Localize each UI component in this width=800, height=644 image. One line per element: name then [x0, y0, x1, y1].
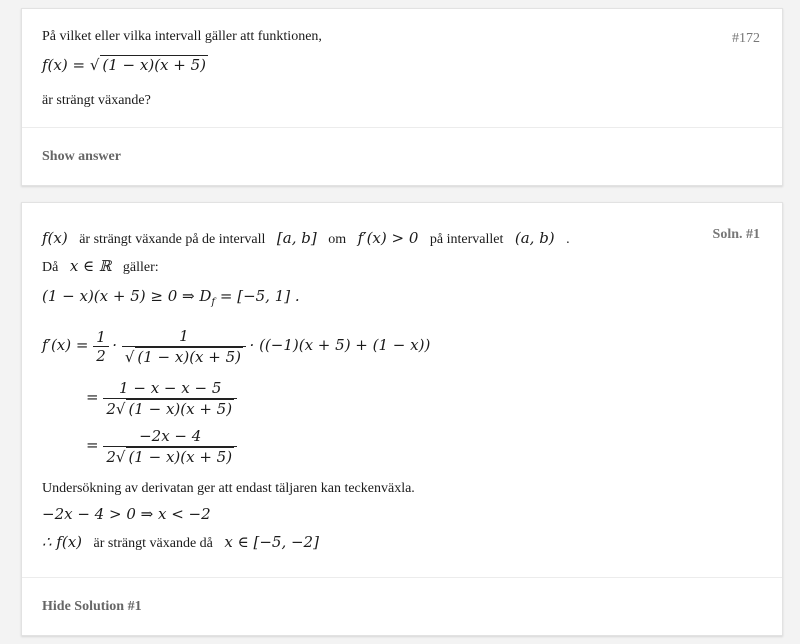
- domain-expr: (1 − x)(x + 5) ≥ 0 ⇒ D: [42, 287, 212, 305]
- derivative-line-3: [86, 427, 237, 467]
- therefore-fx: ∴ f(x): [42, 533, 83, 551]
- interval-closed: [a, b]: [276, 229, 317, 247]
- x-in-r: x ∈ ℝ: [69, 257, 112, 275]
- half-fraction: $\frac{1}{2}$: [93, 328, 109, 367]
- question-card: [21, 8, 783, 186]
- interval-open: (a, b): [514, 229, 555, 247]
- solution-card: [21, 202, 783, 636]
- solution-line-2: [42, 257, 159, 276]
- function-radicand: (1 − x)(x + 5): [102, 56, 207, 74]
- conclusion-text: är strängt växande då: [93, 536, 213, 551]
- solution-line-1: [42, 229, 570, 248]
- domain-sub: f: [211, 296, 216, 308]
- equals-2: =: [86, 435, 104, 454]
- text-pa-intervallet: på intervallet: [429, 232, 504, 247]
- fraction-3: $\frac{-2x - 4}{2√ (1 - x)(x + 5)}$: [103, 427, 237, 467]
- conclusion-interval: x ∈ [−5, −2]: [224, 533, 319, 551]
- function-lhs: f(x) =: [42, 56, 90, 74]
- solution-id: Soln. #1: [712, 227, 760, 242]
- equals: =: [86, 387, 104, 406]
- fraction-2: $\frac{1 - x - x - 5}{2√ (1 - x)(x + 5)}$: [103, 379, 237, 419]
- conclusion: [42, 533, 319, 552]
- question-tail: är strängt växande?: [42, 93, 151, 108]
- period: .: [566, 232, 570, 247]
- dot-operator: ·: [112, 335, 122, 354]
- derivative-lhs: f′(x) =: [42, 335, 94, 354]
- question-number: #172: [732, 31, 760, 46]
- dot-operator-2: ·: [249, 335, 260, 354]
- inverse-sqrt-fraction: $\frac{1}{√ (1 - x)(x + 5)}$: [122, 327, 246, 367]
- hide-solution-button[interactable]: Hide Solution #1: [22, 577, 782, 635]
- derivative-line-2: [86, 379, 237, 419]
- inequality: [42, 505, 211, 524]
- sqrt-sign: √: [89, 56, 100, 74]
- derivative-condition: f′(x) > 0: [357, 229, 419, 247]
- derivative-line-1: [42, 327, 430, 367]
- domain-value: = [−5, 1] .: [215, 287, 300, 305]
- analysis-text: Undersökning av derivatan ger att endast täljaren kan teckenväxla.: [42, 481, 415, 496]
- fx: f(x): [42, 229, 68, 247]
- inequality-expr: −2x − 4 > 0 ⇒ x < −2: [42, 505, 211, 523]
- question-prompt: På vilket eller vilka intervall gäller att funktionen,: [42, 29, 322, 44]
- text-om: om: [328, 232, 347, 247]
- text-galler: gäller:: [122, 260, 159, 275]
- show-answer-button[interactable]: Show answer: [22, 127, 782, 185]
- text-strangt: är strängt växande på de intervall: [79, 232, 266, 247]
- domain-line: [42, 287, 300, 308]
- chain-rule-paren: ((−1)(x + 5) + (1 − x)): [259, 335, 431, 354]
- text-da: Då: [42, 260, 59, 275]
- function-definition: [42, 55, 208, 75]
